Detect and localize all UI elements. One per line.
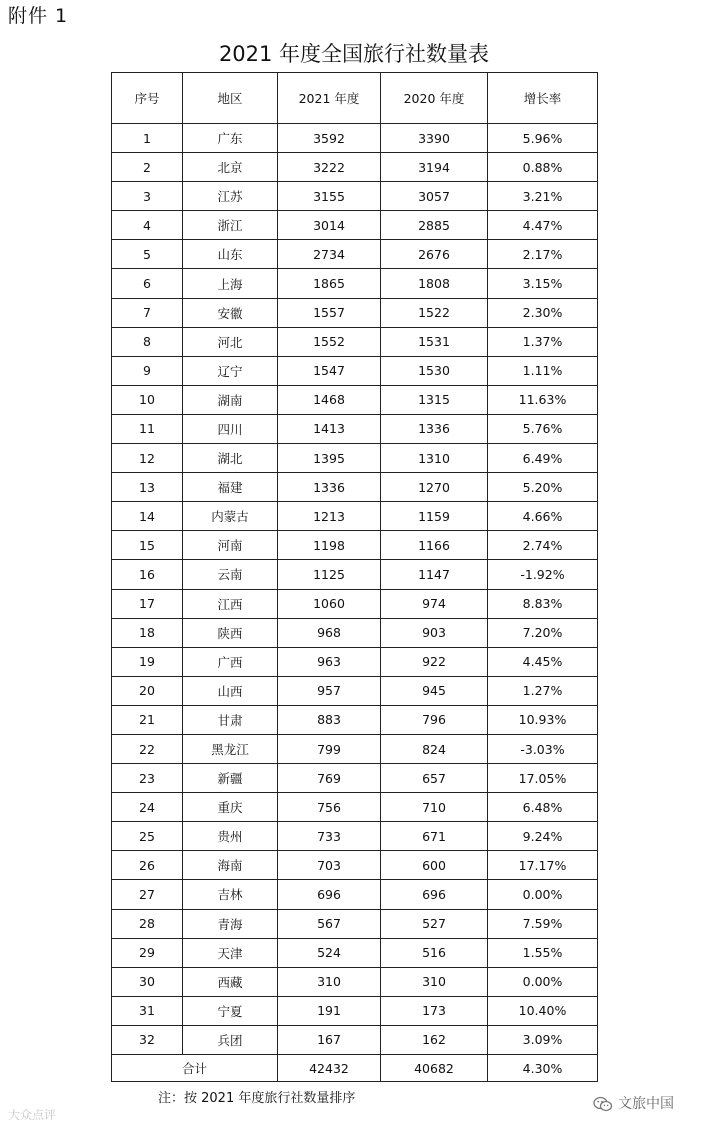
cell-growth: 1.37% [488, 327, 598, 356]
cell-2021: 1213 [278, 502, 381, 531]
cell-2020: 1531 [381, 327, 488, 356]
header-2021: 2021 年度 [278, 73, 381, 124]
cell-index: 7 [112, 298, 183, 327]
document-title: 2021 年度全国旅行社数量表 [218, 42, 490, 66]
cell-2020: 824 [381, 734, 488, 763]
cell-growth: 10.93% [488, 705, 598, 734]
cell-2020: 1310 [381, 444, 488, 473]
header-growth: 增长率 [488, 73, 598, 124]
cell-2020: 710 [381, 793, 488, 822]
cell-2021: 799 [278, 734, 381, 763]
cell-index: 10 [112, 385, 183, 414]
table-note: 注：按 2021 年度旅行社数量排序 [158, 1091, 356, 1106]
cell-2020: 600 [381, 851, 488, 880]
cell-region: 河南 [183, 531, 278, 560]
cell-index: 8 [112, 327, 183, 356]
table-row [112, 967, 598, 996]
cell-2021: 3155 [278, 182, 381, 211]
cell-growth: 6.49% [488, 444, 598, 473]
cell-2021: 963 [278, 647, 381, 676]
total-label: 合计 [112, 1055, 278, 1082]
cell-index: 18 [112, 618, 183, 647]
table-row [112, 240, 598, 269]
table-row [112, 531, 598, 560]
cell-2021: 1557 [278, 298, 381, 327]
cell-region: 四川 [183, 414, 278, 443]
cell-2021: 1547 [278, 356, 381, 385]
table-row [112, 153, 598, 182]
table-row [112, 705, 598, 734]
cell-region: 湖北 [183, 444, 278, 473]
table-row [112, 647, 598, 676]
cell-region: 安徽 [183, 298, 278, 327]
cell-index: 5 [112, 240, 183, 269]
cell-index: 12 [112, 444, 183, 473]
watermark-left: 大众点评 [8, 1108, 57, 1122]
cell-region: 新疆 [183, 764, 278, 793]
cell-region: 重庆 [183, 793, 278, 822]
header-row [112, 73, 598, 124]
cell-growth: 9.24% [488, 822, 598, 851]
table-row [112, 676, 598, 705]
table-row [112, 560, 598, 589]
table-row [112, 211, 598, 240]
cell-region: 黑龙江 [183, 734, 278, 763]
table-row [112, 909, 598, 938]
cell-index: 16 [112, 560, 183, 589]
cell-index: 32 [112, 1025, 183, 1054]
cell-2021: 1552 [278, 327, 381, 356]
table-row [112, 502, 598, 531]
cell-2021: 567 [278, 909, 381, 938]
cell-2020: 696 [381, 880, 488, 909]
table-row [112, 589, 598, 618]
cell-2020: 3390 [381, 124, 488, 153]
cell-growth: 1.11% [488, 356, 598, 385]
total-growth: 4.30% [488, 1055, 598, 1082]
cell-2021: 1865 [278, 269, 381, 298]
cell-region: 宁夏 [183, 996, 278, 1025]
cell-growth: 11.63% [488, 385, 598, 414]
cell-2020: 3057 [381, 182, 488, 211]
cell-index: 24 [112, 793, 183, 822]
header-2020: 2020 年度 [381, 73, 488, 124]
cell-2021: 2734 [278, 240, 381, 269]
cell-growth: 2.74% [488, 531, 598, 560]
cell-growth: 17.05% [488, 764, 598, 793]
cell-2021: 1198 [278, 531, 381, 560]
cell-growth: 1.27% [488, 676, 598, 705]
table-row [112, 880, 598, 909]
cell-2021: 191 [278, 996, 381, 1025]
cell-2020: 945 [381, 676, 488, 705]
table-header [112, 73, 598, 124]
cell-index: 19 [112, 647, 183, 676]
cell-index: 22 [112, 734, 183, 763]
cell-2020: 974 [381, 589, 488, 618]
watermark-right-text: 文旅中国 [618, 1096, 674, 1112]
cell-region: 辽宁 [183, 356, 278, 385]
cell-2021: 883 [278, 705, 381, 734]
cell-growth: 4.45% [488, 647, 598, 676]
cell-growth: 4.47% [488, 211, 598, 240]
travel-agency-table [111, 72, 598, 1082]
cell-growth: 10.40% [488, 996, 598, 1025]
watermark-right [593, 1093, 674, 1115]
cell-2021: 524 [278, 938, 381, 967]
cell-2020: 516 [381, 938, 488, 967]
cell-2021: 696 [278, 880, 381, 909]
table-row [112, 938, 598, 967]
cell-region: 广东 [183, 124, 278, 153]
table-row [112, 182, 598, 211]
cell-index: 27 [112, 880, 183, 909]
cell-2021: 1468 [278, 385, 381, 414]
cell-2021: 167 [278, 1025, 381, 1054]
cell-index: 25 [112, 822, 183, 851]
cell-growth: 4.66% [488, 502, 598, 531]
cell-region: 陕西 [183, 618, 278, 647]
table-row [112, 356, 598, 385]
cell-2021: 3014 [278, 211, 381, 240]
cell-growth: 3.09% [488, 1025, 598, 1054]
cell-index: 15 [112, 531, 183, 560]
cell-index: 20 [112, 676, 183, 705]
cell-growth: 2.17% [488, 240, 598, 269]
cell-2020: 1530 [381, 356, 488, 385]
cell-2020: 1522 [381, 298, 488, 327]
cell-2021: 3592 [278, 124, 381, 153]
cell-region: 湖南 [183, 385, 278, 414]
table-body [112, 124, 598, 1055]
cell-2020: 657 [381, 764, 488, 793]
cell-index: 26 [112, 851, 183, 880]
cell-2020: 1159 [381, 502, 488, 531]
cell-growth: 5.76% [488, 414, 598, 443]
table-row [112, 996, 598, 1025]
header-index: 序号 [112, 73, 183, 124]
cell-region: 上海 [183, 269, 278, 298]
cell-index: 28 [112, 909, 183, 938]
cell-2021: 1413 [278, 414, 381, 443]
cell-2020: 796 [381, 705, 488, 734]
cell-index: 13 [112, 473, 183, 502]
cell-growth: 17.17% [488, 851, 598, 880]
cell-2021: 769 [278, 764, 381, 793]
cell-index: 29 [112, 938, 183, 967]
cell-region: 青海 [183, 909, 278, 938]
cell-2020: 3194 [381, 153, 488, 182]
cell-growth: 3.21% [488, 182, 598, 211]
cell-index: 14 [112, 502, 183, 531]
cell-index: 4 [112, 211, 183, 240]
total-2020: 40682 [381, 1055, 488, 1082]
cell-growth: 0.88% [488, 153, 598, 182]
cell-2020: 903 [381, 618, 488, 647]
cell-growth: 3.15% [488, 269, 598, 298]
cell-region: 天津 [183, 938, 278, 967]
table-row [112, 734, 598, 763]
cell-growth: 7.59% [488, 909, 598, 938]
cell-2020: 1336 [381, 414, 488, 443]
cell-region: 北京 [183, 153, 278, 182]
cell-growth: -3.03% [488, 734, 598, 763]
cell-2020: 2676 [381, 240, 488, 269]
cell-2020: 1270 [381, 473, 488, 502]
cell-region: 云南 [183, 560, 278, 589]
cell-2021: 1125 [278, 560, 381, 589]
table-row [112, 851, 598, 880]
cell-2020: 1147 [381, 560, 488, 589]
cell-2021: 1060 [278, 589, 381, 618]
cell-growth: 2.30% [488, 298, 598, 327]
cell-2021: 3222 [278, 153, 381, 182]
cell-index: 30 [112, 967, 183, 996]
header-region: 地区 [183, 73, 278, 124]
cell-2021: 968 [278, 618, 381, 647]
table-row [112, 473, 598, 502]
table-row [112, 385, 598, 414]
cell-region: 福建 [183, 473, 278, 502]
cell-2021: 756 [278, 793, 381, 822]
cell-growth: 7.20% [488, 618, 598, 647]
table-row [112, 764, 598, 793]
cell-index: 21 [112, 705, 183, 734]
cell-2021: 703 [278, 851, 381, 880]
cell-growth: -1.92% [488, 560, 598, 589]
cell-region: 甘肃 [183, 705, 278, 734]
table-row [112, 124, 598, 153]
cell-region: 广西 [183, 647, 278, 676]
cell-region: 河北 [183, 327, 278, 356]
cell-2020: 671 [381, 822, 488, 851]
cell-growth: 1.55% [488, 938, 598, 967]
table-row [112, 414, 598, 443]
table-row [112, 327, 598, 356]
table-footer [112, 1055, 598, 1082]
cell-index: 31 [112, 996, 183, 1025]
cell-2020: 162 [381, 1025, 488, 1054]
attachment-label: 附件 1 [8, 5, 69, 27]
table-row [112, 1025, 598, 1054]
cell-region: 江苏 [183, 182, 278, 211]
cell-2020: 310 [381, 967, 488, 996]
table-row [112, 793, 598, 822]
cell-region: 兵团 [183, 1025, 278, 1054]
cell-2021: 310 [278, 967, 381, 996]
cell-2021: 957 [278, 676, 381, 705]
wechat-icon [593, 1096, 613, 1113]
cell-index: 6 [112, 269, 183, 298]
cell-region: 吉林 [183, 880, 278, 909]
cell-index: 9 [112, 356, 183, 385]
table-row [112, 298, 598, 327]
cell-region: 江西 [183, 589, 278, 618]
cell-2020: 1808 [381, 269, 488, 298]
table-row [112, 444, 598, 473]
cell-2020: 527 [381, 909, 488, 938]
cell-region: 海南 [183, 851, 278, 880]
table-row [112, 618, 598, 647]
cell-index: 23 [112, 764, 183, 793]
cell-2021: 1336 [278, 473, 381, 502]
total-2021: 42432 [278, 1055, 381, 1082]
cell-2020: 173 [381, 996, 488, 1025]
cell-2020: 2885 [381, 211, 488, 240]
cell-index: 3 [112, 182, 183, 211]
cell-index: 1 [112, 124, 183, 153]
cell-region: 内蒙古 [183, 502, 278, 531]
cell-2020: 1315 [381, 385, 488, 414]
cell-region: 山东 [183, 240, 278, 269]
cell-region: 山西 [183, 676, 278, 705]
cell-index: 2 [112, 153, 183, 182]
table-row [112, 822, 598, 851]
table-row [112, 269, 598, 298]
cell-growth: 0.00% [488, 880, 598, 909]
cell-2021: 733 [278, 822, 381, 851]
cell-region: 西藏 [183, 967, 278, 996]
cell-growth: 5.96% [488, 124, 598, 153]
cell-2020: 1166 [381, 531, 488, 560]
total-row [112, 1055, 598, 1082]
cell-growth: 0.00% [488, 967, 598, 996]
cell-growth: 8.83% [488, 589, 598, 618]
cell-region: 浙江 [183, 211, 278, 240]
cell-index: 11 [112, 414, 183, 443]
cell-growth: 5.20% [488, 473, 598, 502]
cell-growth: 6.48% [488, 793, 598, 822]
cell-index: 17 [112, 589, 183, 618]
cell-region: 贵州 [183, 822, 278, 851]
cell-2021: 1395 [278, 444, 381, 473]
cell-2020: 922 [381, 647, 488, 676]
